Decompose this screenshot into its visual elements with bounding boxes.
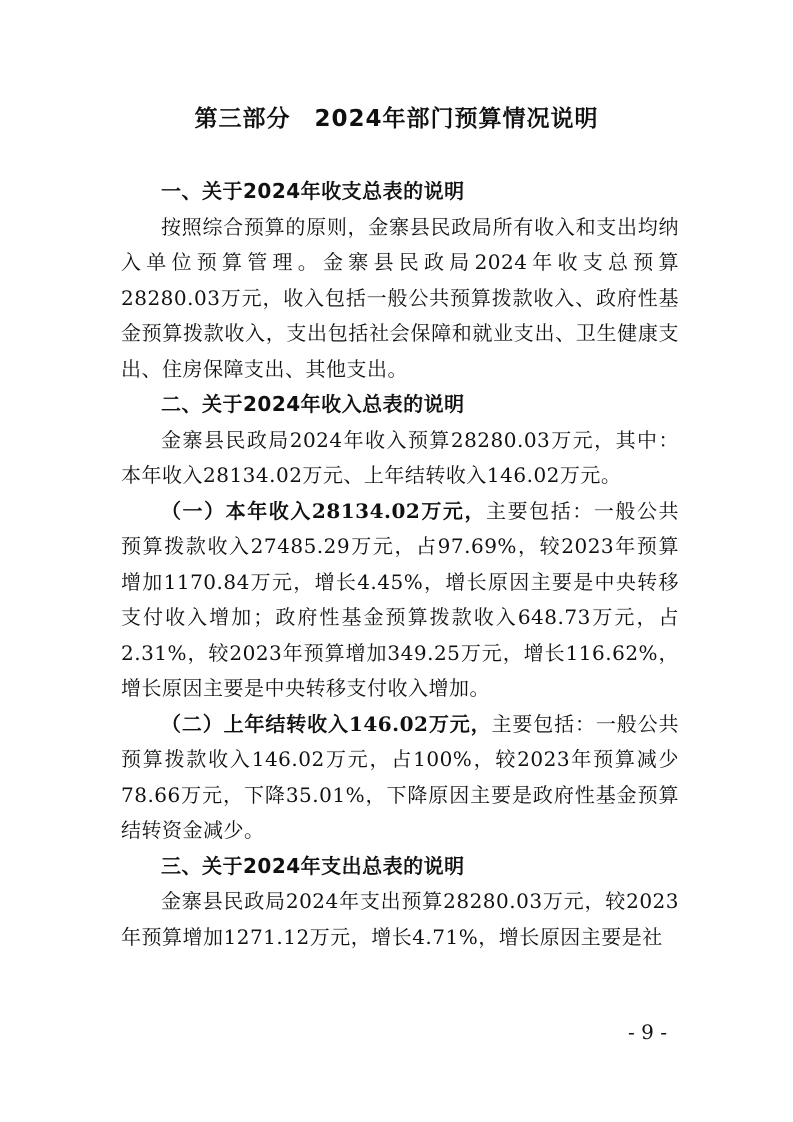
paragraph: 金寨县民政局2024年收入预算28280.03万元，其中：本年收入28134.02万元、上年结转收入146.02万元。 bbox=[121, 427, 679, 487]
paragraph-text: 主要包括：一般公共预算拨款收入27485.29万元，占97.69%，较2023年预算增加1170.84万元，增长4.45%，增长原因主要是中央转移支付收入增加；政府性基金预算拨款收入648.73万元，占2.31%，较2023年预算增加349.25万元，增长116.62%，增长原因主要是中央转移支付收入增加。 bbox=[121, 498, 680, 700]
subheading-current-income: （一）本年收入28134.02万元， bbox=[161, 498, 487, 523]
paragraph: 按照综合预算的原则，金寨县民政局所有收入和支出均纳入单位预算管理。金寨县民政局2024年收支总预算28280.03万元，收入包括一般公共预算拨款收入、政府性基金预算拨款收入，支出包括社会保障和就业支出、卫生健康支出、住房保障支出、其他支出。 bbox=[121, 214, 679, 381]
paragraph-text: 主要包括：一般公共预算拨款收入146.02万元，占100%，较2023年预算减少78.66万元，下降35.01%，下降原因主要是政府性基金预算结转资金减少。 bbox=[121, 711, 679, 842]
paragraph: 金寨县民政局2024年支出预算28280.03万元，较2023年预算增加1271.12万元，增长4.71%，增长原因主要是社 bbox=[121, 889, 679, 949]
section-heading-1: 一、关于2024年收支总表的说明 bbox=[161, 179, 465, 203]
paragraph bbox=[121, 494, 679, 707]
section-heading-2: 二、关于2024年收入总表的说明 bbox=[161, 392, 465, 416]
page-title: 第三部分 2024年部门预算情况说明 bbox=[194, 106, 599, 132]
subheading-carryover-income: （二）上年结转收入146.02万元， bbox=[161, 711, 492, 736]
paragraph bbox=[121, 707, 679, 849]
section-heading-3: 三、关于2024年支出总表的说明 bbox=[161, 853, 465, 878]
document-body bbox=[121, 174, 679, 955]
page-number: - 9 - bbox=[628, 1020, 667, 1044]
